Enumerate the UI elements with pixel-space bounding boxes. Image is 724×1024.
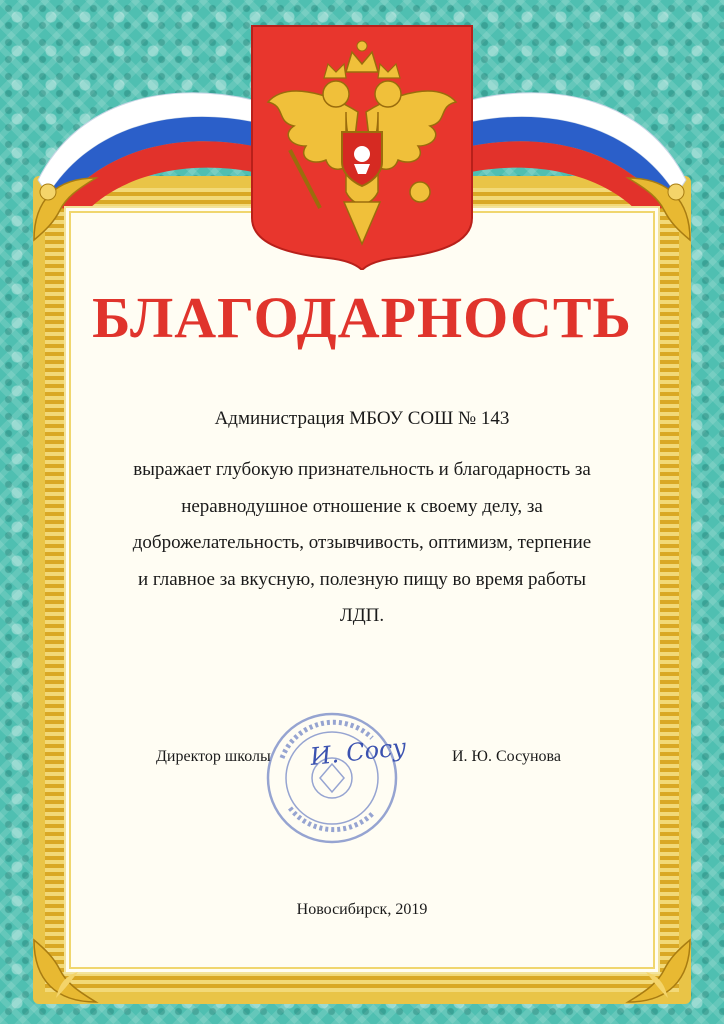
place-and-date: Новосибирск, 2019 bbox=[296, 901, 428, 918]
gold-corner-ornament-bottom-left-icon bbox=[26, 932, 104, 1010]
round-seal-stamp-icon bbox=[262, 708, 402, 848]
certificate-title: БЛАГОДАРНОСТЬ bbox=[92, 285, 632, 350]
body-line: ЛДП. bbox=[339, 605, 385, 626]
handwritten-signature: И. Сосу bbox=[308, 733, 408, 771]
certificate-body bbox=[80, 452, 644, 635]
russian-coat-of-arms-icon bbox=[246, 22, 478, 270]
body-line: и главное за вкусную, полезную пищу во время работы bbox=[138, 568, 586, 590]
gold-corner-ornament-top-left-icon bbox=[26, 170, 104, 248]
gold-corner-ornament-top-right-icon bbox=[620, 170, 698, 248]
gold-corner-ornament-bottom-right-icon bbox=[620, 932, 698, 1010]
body-line: выражает глубокую признательность и благодарность за bbox=[133, 459, 591, 480]
issuer-line: Администрация МБОУ СОШ № 143 bbox=[214, 408, 510, 429]
signatory-role: Директор школы bbox=[156, 748, 271, 765]
signatory-name: И. Ю. Сосунова bbox=[452, 748, 561, 765]
body-line: неравнодушное отношение к своему делу, за bbox=[181, 495, 543, 517]
body-line: доброжелательность, отзывчивость, оптимизм, терпение bbox=[132, 532, 592, 553]
